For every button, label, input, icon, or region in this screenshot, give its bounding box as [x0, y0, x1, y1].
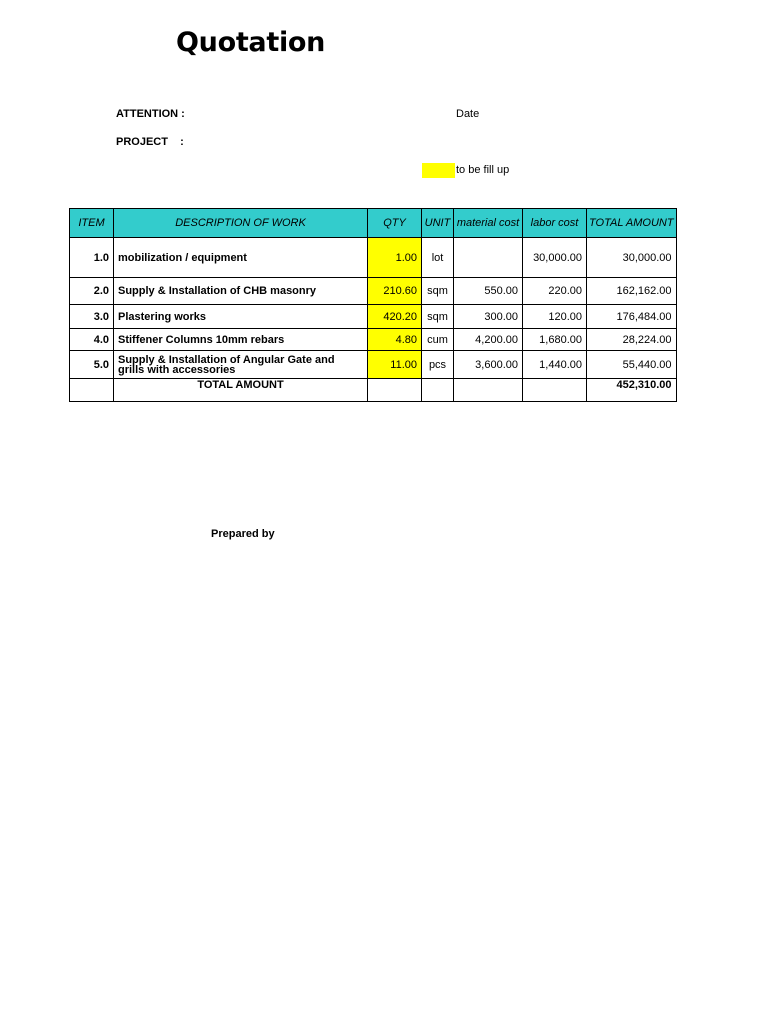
header-qty: QTY — [368, 209, 422, 238]
header-item: ITEM — [70, 209, 114, 238]
row-unit: cum — [422, 329, 454, 351]
row-item-number: 3.0 — [70, 305, 114, 329]
row-total-amount: 30,000.00 — [587, 238, 677, 278]
row-qty-input[interactable]: 1.00 — [368, 238, 422, 278]
header-labor-cost: labor cost — [523, 209, 587, 238]
row-material-cost: 3,600.00 — [454, 351, 523, 379]
total-row-empty-cell — [523, 379, 587, 402]
total-row-empty-cell — [422, 379, 454, 402]
input-highlight-swatch — [422, 163, 455, 178]
row-qty-input[interactable]: 420.20 — [368, 305, 422, 329]
quotation-table — [69, 208, 677, 402]
row-labor-cost: 220.00 — [523, 278, 587, 305]
row-unit: pcs — [422, 351, 454, 379]
total-row-empty-cell — [70, 379, 114, 402]
row-description: mobilization / equipment — [114, 238, 368, 278]
table-row — [70, 238, 677, 278]
header-unit: UNIT — [422, 209, 454, 238]
row-item-number: 4.0 — [70, 329, 114, 351]
row-labor-cost: 1,680.00 — [523, 329, 587, 351]
total-row — [70, 379, 677, 402]
row-item-number: 2.0 — [70, 278, 114, 305]
table-row — [70, 351, 677, 379]
total-row-empty-cell — [454, 379, 523, 402]
project-label: PROJECT : — [116, 136, 184, 148]
row-description: Plastering works — [114, 305, 368, 329]
table-header-row — [70, 209, 677, 238]
row-total-amount: 55,440.00 — [587, 351, 677, 379]
row-material-cost — [454, 238, 523, 278]
date-label: Date — [456, 108, 480, 120]
total-row-empty-cell — [368, 379, 422, 402]
table-row — [70, 305, 677, 329]
row-qty-input[interactable]: 11.00 — [368, 351, 422, 379]
total-amount-value: 452,310.00 — [587, 379, 677, 402]
table-row — [70, 329, 677, 351]
legend-text: to be fill up — [456, 164, 510, 176]
row-unit: sqm — [422, 278, 454, 305]
row-material-cost: 300.00 — [454, 305, 523, 329]
row-qty-input[interactable]: 210.60 — [368, 278, 422, 305]
row-item-number: 1.0 — [70, 238, 114, 278]
row-material-cost: 4,200.00 — [454, 329, 523, 351]
header-material-cost: material cost — [454, 209, 523, 238]
row-description: Stiffener Columns 10mm rebars — [114, 329, 368, 351]
document-title: Quotation — [176, 27, 326, 58]
attention-label: ATTENTION : — [116, 108, 185, 120]
table-row — [70, 278, 677, 305]
header-total-amount: TOTAL AMOUNT — [587, 209, 677, 238]
prepared-by-label: Prepared by — [211, 528, 275, 540]
row-item-number: 5.0 — [70, 351, 114, 379]
row-unit: lot — [422, 238, 454, 278]
row-total-amount: 28,224.00 — [587, 329, 677, 351]
total-amount-label: TOTAL AMOUNT — [114, 379, 368, 402]
row-description: Supply & Installation of Angular Gate and grills with accessories — [114, 351, 368, 379]
row-labor-cost: 120.00 — [523, 305, 587, 329]
row-qty-input[interactable]: 4.80 — [368, 329, 422, 351]
row-unit: sqm — [422, 305, 454, 329]
row-total-amount: 162,162.00 — [587, 278, 677, 305]
row-material-cost: 550.00 — [454, 278, 523, 305]
row-labor-cost: 30,000.00 — [523, 238, 587, 278]
row-description: Supply & Installation of CHB masonry — [114, 278, 368, 305]
header-description: DESCRIPTION OF WORK — [114, 209, 368, 238]
row-labor-cost: 1,440.00 — [523, 351, 587, 379]
row-total-amount: 176,484.00 — [587, 305, 677, 329]
